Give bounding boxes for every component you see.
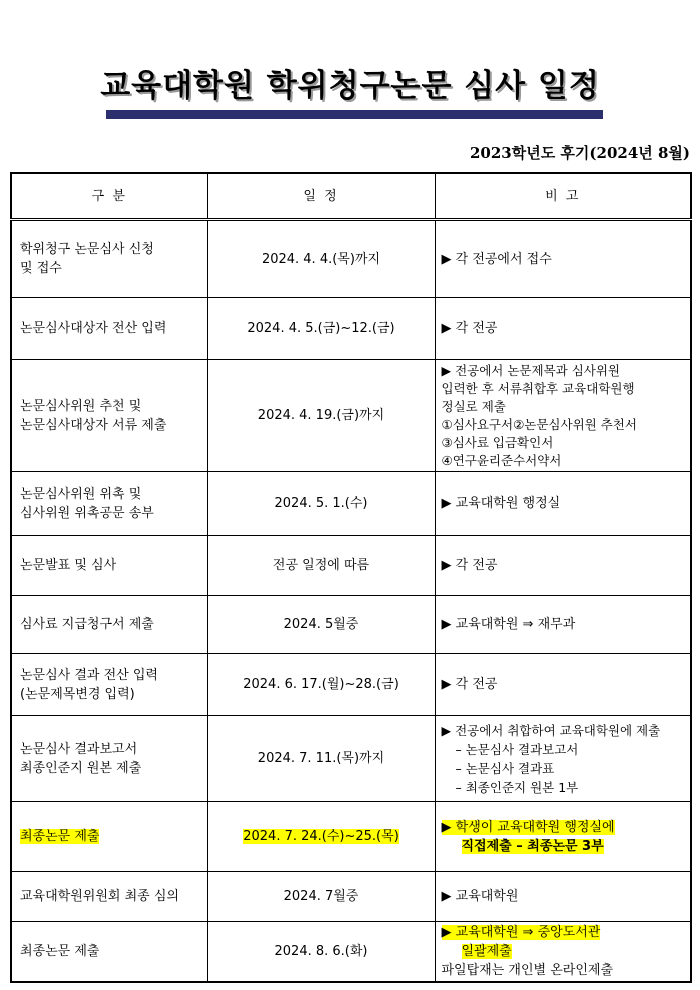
row-category: 학위청구 논문심사 신청 및 접수 [11, 220, 207, 298]
row-note: ▶ 각 전공 [435, 654, 691, 716]
row-note: ▶ 각 전공에서 접수 [435, 220, 691, 298]
row-date: 2024. 7월중 [207, 872, 435, 922]
row-date: 2024. 4. 4.(목)까지 [207, 220, 435, 298]
table-row-highlighted [11, 802, 691, 872]
semester-label: 2023학년도 후기(2024년 8월) [469, 144, 690, 162]
row-date: 2024. 7. 24.(수)~25.(목) [207, 802, 435, 872]
row-note: ▶ 교육대학원 [435, 872, 691, 922]
row-category: 논문심사대상자 전산 입력 [11, 298, 207, 360]
row-category: 최종논문 제출 [11, 802, 207, 872]
table-row [11, 596, 691, 654]
header-schedule: 일 정 [207, 173, 435, 220]
table-row [11, 472, 691, 536]
row-category: 논문심사위원 추천 및 논문심사대상자 서류 제출 [11, 360, 207, 472]
row-note: ▶ 각 전공 [435, 298, 691, 360]
row-note: ▶ 전공에서 논문제목과 심사위원 입력한 후 서류취합후 교육대학원행 정실로 제출 ①심사요구서②논문심사위원 추천서 ③심사료 입금확인서 ④연구윤리준수서약서 [435, 360, 691, 472]
row-category: 심사료 지급청구서 제출 [11, 596, 207, 654]
row-date: 2024. 4. 19.(금)까지 [207, 360, 435, 472]
row-note: ▶ 교육대학원 행정실 [435, 472, 691, 536]
table-row [11, 220, 691, 298]
table-row [11, 654, 691, 716]
row-date: 2024. 5월중 [207, 596, 435, 654]
schedule-table [10, 172, 692, 983]
row-date: 2024. 4. 5.(금)~12.(금) [207, 298, 435, 360]
row-date: 전공 일정에 따름 [207, 536, 435, 596]
table-row [11, 536, 691, 596]
table-row [11, 872, 691, 922]
row-note: ▶ 각 전공 [435, 536, 691, 596]
row-category: 논문발표 및 심사 [11, 536, 207, 596]
row-date: 2024. 5. 1.(수) [207, 472, 435, 536]
row-note: ▶ 학생이 교육대학원 행정실에 직접제출 – 최종논문 3부 [435, 802, 691, 872]
table-header-row [11, 173, 691, 220]
row-category: 논문심사 결과보고서 최종인준지 원본 제출 [11, 716, 207, 802]
row-date: 2024. 7. 11.(목)까지 [207, 716, 435, 802]
table-row [11, 298, 691, 360]
row-date: 2024. 8. 6.(화) [207, 922, 435, 982]
row-category: 최종논문 제출 [11, 922, 207, 982]
row-category: 논문심사위원 위촉 및 심사위원 위촉공문 송부 [11, 472, 207, 536]
row-date: 2024. 6. 17.(월)~28.(금) [207, 654, 435, 716]
table-row [11, 360, 691, 472]
row-category: 논문심사 결과 전산 입력 (논문제목변경 입력) [11, 654, 207, 716]
row-category: 교육대학원위원회 최종 심의 [11, 872, 207, 922]
row-note: ▶ 교육대학원 ⇒ 재무과 [435, 596, 691, 654]
row-note: ▶ 교육대학원 ⇒ 중앙도서관 일괄제출 파일탑재는 개인별 온라인제출 [435, 922, 691, 982]
header-category: 구 분 [11, 173, 207, 220]
table-row [11, 922, 691, 982]
header-remarks: 비 고 [435, 173, 691, 220]
title-underline [106, 110, 603, 119]
page-title: 교육대학원 학위청구논문 심사 일정 [100, 68, 600, 104]
row-note: ▶ 전공에서 취합하여 교육대학원에 제출 – 논문심사 결과보고서 – 논문심사 결과표 – 최종인준지 원본 1부 [435, 716, 691, 802]
table-row [11, 716, 691, 802]
